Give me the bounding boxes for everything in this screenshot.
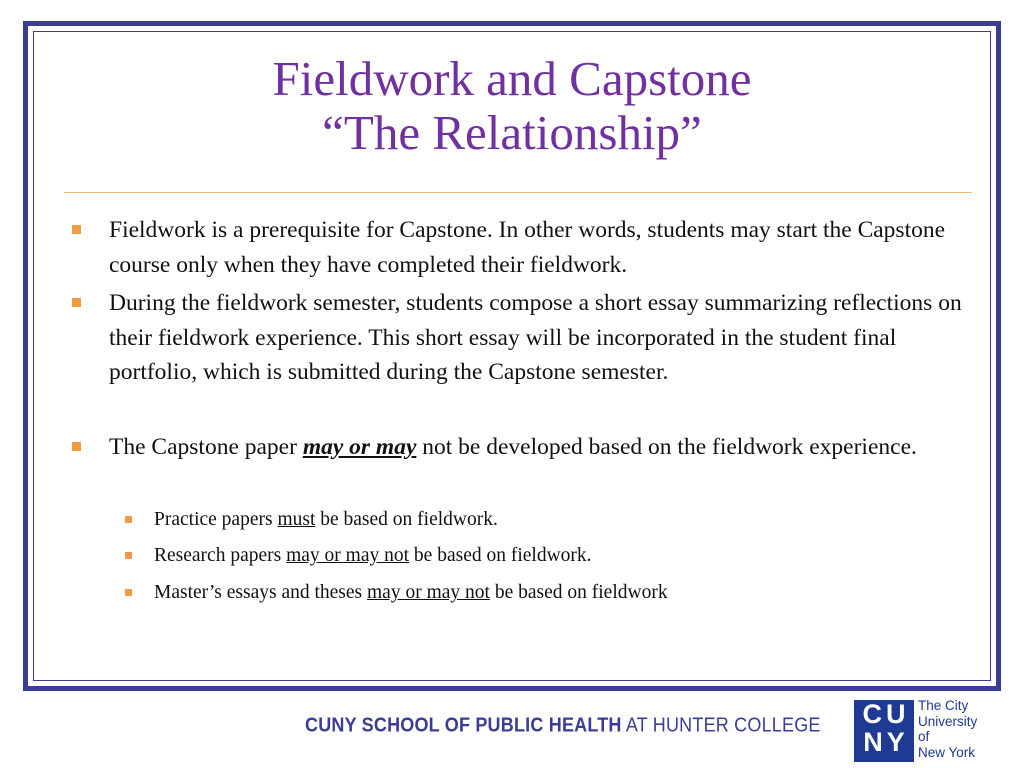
footer-school-name: [305, 713, 821, 737]
subbullet-item: [154, 507, 954, 533]
subbullet-text-before: Practice papers: [154, 509, 278, 530]
logo-line-1: CU: [862, 699, 910, 729]
subbullet-item: [154, 580, 954, 606]
cuny-logo: [854, 700, 914, 762]
bullet-item: [109, 430, 969, 465]
bullet-emphasis: may or may: [302, 434, 417, 460]
subbullet-text-after: be based on fieldwork.: [315, 509, 498, 530]
logo-caption-line: The City: [918, 698, 969, 713]
subbullet-emphasis: may or may not: [367, 582, 490, 603]
subbullet-emphasis: must: [277, 509, 316, 530]
subbullet-text-before: Master’s essays and theses: [154, 582, 368, 603]
footer-school-rest: AT HUNTER COLLEGE: [621, 713, 821, 736]
footer-school-strong: CUNY SCHOOL OF PUBLIC HEALTH: [305, 713, 622, 736]
subbullet-text-after: be based on fieldwork: [489, 582, 668, 603]
subbullet-item: [154, 543, 954, 569]
cuny-logo-caption: [918, 698, 1018, 760]
bullet-text-after: not be developed based on the fieldwork experience.: [416, 434, 917, 460]
bullet-item: [109, 286, 969, 390]
logo-line-2: NY: [863, 727, 909, 757]
subbullet-text-after: be based on fieldwork.: [409, 545, 592, 566]
logo-caption-line: University: [918, 713, 978, 729]
slide-title-line-1: Fieldwork and Capstone: [272, 51, 752, 106]
bullet-text: During the fieldwork semester, students compose a short essay summarizing reflections on their fieldwork experience. This short essay will be incorporated in the student final portfolio, which is submitted during the Capstone semester.: [109, 290, 962, 385]
title-divider: [64, 192, 972, 193]
bullet-item: [109, 213, 969, 282]
logo-caption-line: New York: [918, 744, 976, 760]
subbullet-emphasis: may or may not: [286, 545, 410, 566]
logo-caption-line: of: [918, 729, 930, 744]
bullet-text-before: The Capstone paper: [109, 434, 303, 460]
bullet-text: Fieldwork is a prerequisite for Capstone. In other words, students may start the Capstone course only when they have completed their fieldwork.: [109, 217, 946, 278]
slide-title: [33, 52, 991, 160]
slide-title-line-2: “The Relationship”: [322, 105, 702, 160]
subbullet-text-before: Research papers: [154, 545, 287, 566]
